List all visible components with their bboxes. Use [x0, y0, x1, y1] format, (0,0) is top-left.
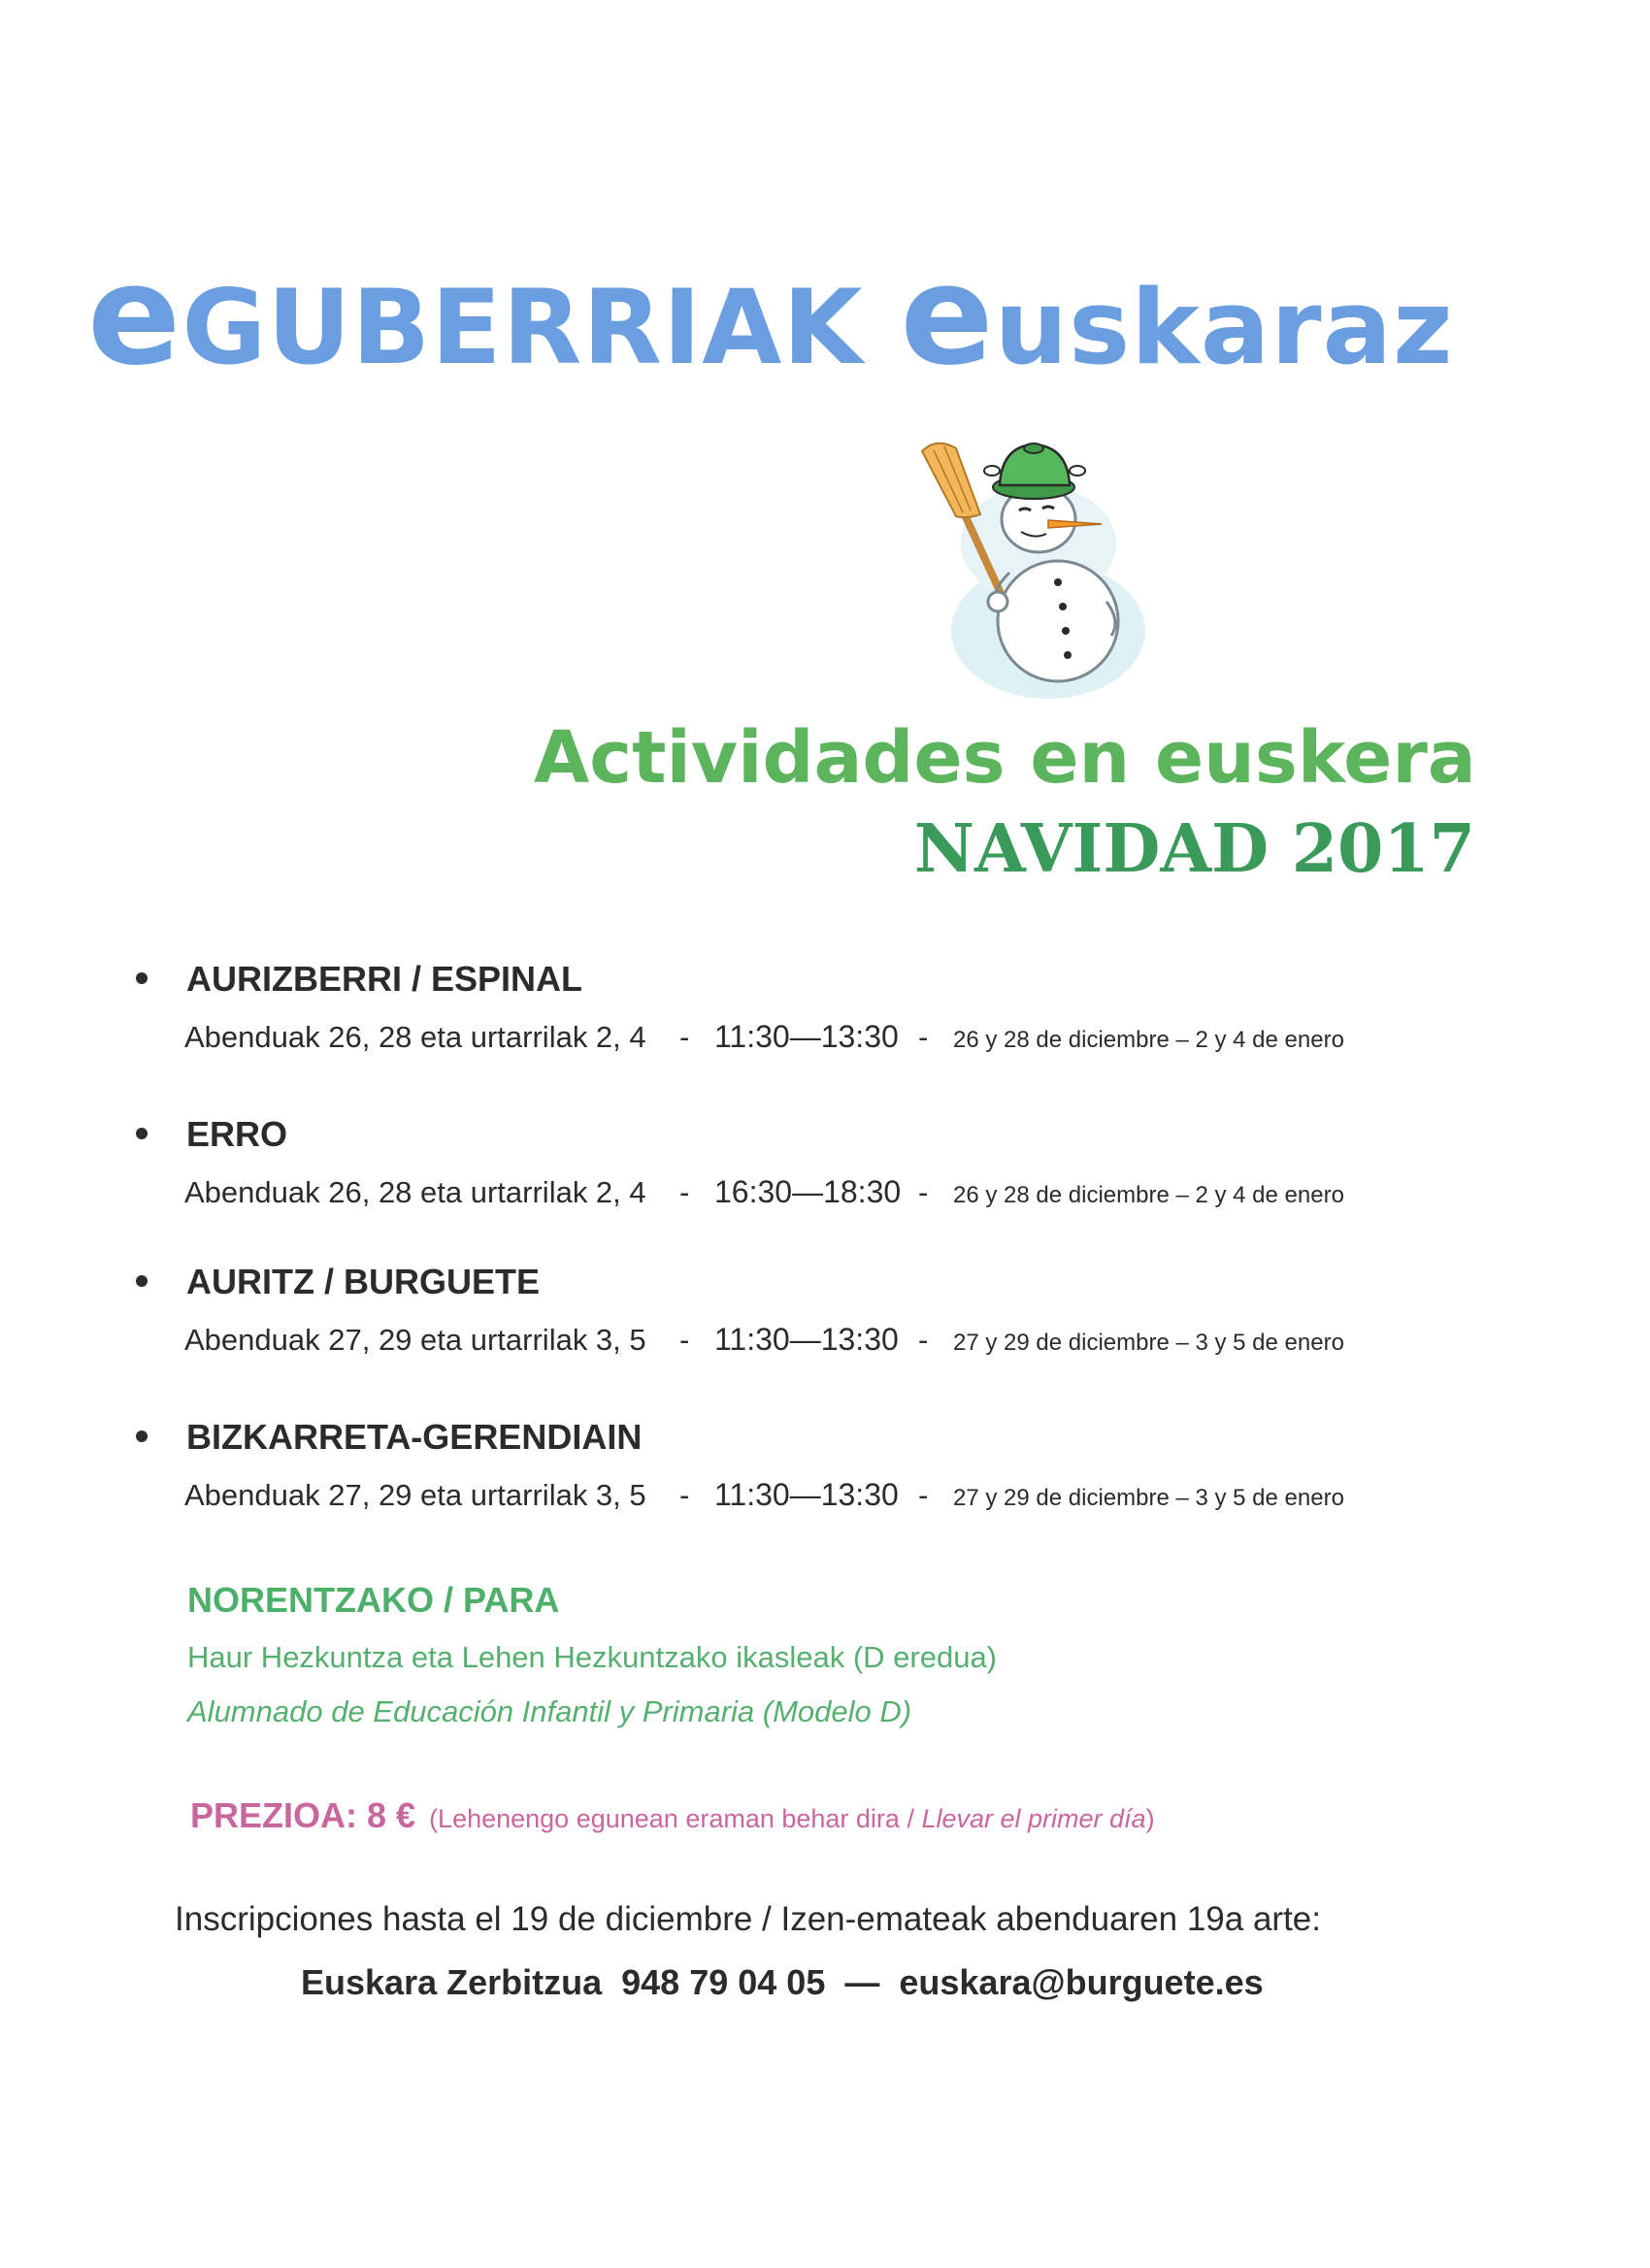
title-initial-e1: e — [87, 236, 182, 396]
time-range: 11:30—13:30 — [714, 1019, 899, 1054]
poster-title — [87, 236, 1466, 396]
bullet-icon — [136, 1128, 148, 1139]
dates-es: 26 y 28 de diciembre – 2 y 4 de enero — [953, 1182, 1344, 1208]
town-name: ERRO — [186, 1114, 288, 1154]
dates-es: 26 y 28 de diciembre – 2 y 4 de enero — [953, 1027, 1344, 1053]
separator: - — [918, 1175, 929, 1209]
title-initial-e2: e — [900, 236, 995, 396]
dates-eu: Abenduak 26, 28 eta urtarrilak 2, 4 — [184, 1175, 646, 1209]
town-entry — [136, 1114, 1398, 1155]
dash: — — [844, 1962, 880, 2002]
town-name: AURITZ / BURGUETE — [186, 1262, 540, 1301]
title-word2: uskaraz — [994, 268, 1454, 387]
bullet-icon — [136, 972, 148, 984]
audience-es: Alumnado de Educación Infantil y Primaria (Modelo D) — [187, 1694, 912, 1728]
registration-text: Inscripciones hasta el 19 de diciembre / Izen-emateak abenduaren 19a arte: — [175, 1900, 1321, 1938]
navidad-heading: NAVIDAD 2017 — [913, 810, 1475, 888]
price-line — [190, 1795, 1155, 1836]
title-word1: GUBERRIAK — [182, 268, 864, 387]
schedule-line — [184, 1477, 1446, 1513]
phone-number: 948 79 04 05 — [621, 1962, 826, 2002]
price-note-eu: (Lehenengo egunean eraman behar dira / — [429, 1804, 922, 1833]
schedule-line — [184, 1174, 1446, 1210]
schedule-line — [184, 1322, 1446, 1358]
price-label: PREZIOA: 8 € — [190, 1795, 416, 1835]
bullet-icon — [136, 1430, 148, 1442]
dates-eu: Abenduak 26, 28 eta urtarrilak 2, 4 — [184, 1020, 646, 1054]
separator: - — [679, 1323, 690, 1357]
time-range: 11:30—13:30 — [714, 1322, 899, 1357]
separator: - — [918, 1323, 929, 1357]
dates-es: 27 y 29 de diciembre – 3 y 5 de enero — [953, 1330, 1344, 1356]
town-name: BIZKARRETA-GERENDIAIN — [186, 1417, 643, 1457]
dates-eu: Abenduak 27, 29 eta urtarrilak 3, 5 — [184, 1323, 646, 1357]
service-name: Euskara Zerbitzua — [301, 1962, 603, 2002]
separator: - — [679, 1020, 690, 1054]
audience-eu: Haur Hezkuntza eta Lehen Hezkuntzako ikasleak (D eredua) — [187, 1640, 998, 1674]
subtitle: Actividades en euskera — [534, 716, 1476, 800]
town-entry — [136, 1262, 1398, 1302]
separator: - — [918, 1020, 929, 1054]
time-range: 16:30—18:30 — [714, 1174, 902, 1209]
price-note — [429, 1804, 1155, 1833]
town-entry — [136, 1417, 1398, 1458]
bullet-icon — [136, 1275, 148, 1287]
price-note-close: ) — [1145, 1804, 1155, 1833]
audience-title: NORENTZAKO / PARA — [187, 1580, 560, 1620]
time-range: 11:30—13:30 — [714, 1477, 899, 1512]
snowman-icon — [912, 427, 1155, 699]
town-entry — [136, 959, 1398, 1000]
contact-line — [301, 1962, 1369, 2003]
separator: - — [679, 1478, 690, 1512]
dates-es: 27 y 29 de diciembre – 3 y 5 de enero — [953, 1485, 1344, 1511]
email-link[interactable]: euskara@burguete.es — [899, 1962, 1264, 2002]
town-name: AURIZBERRI / ESPINAL — [186, 959, 583, 999]
schedule-line — [184, 1019, 1446, 1055]
separator: - — [679, 1175, 690, 1209]
price-note-es: Llevar el primer día — [921, 1804, 1146, 1833]
dates-eu: Abenduak 27, 29 eta urtarrilak 3, 5 — [184, 1478, 646, 1512]
separator: - — [918, 1478, 929, 1512]
